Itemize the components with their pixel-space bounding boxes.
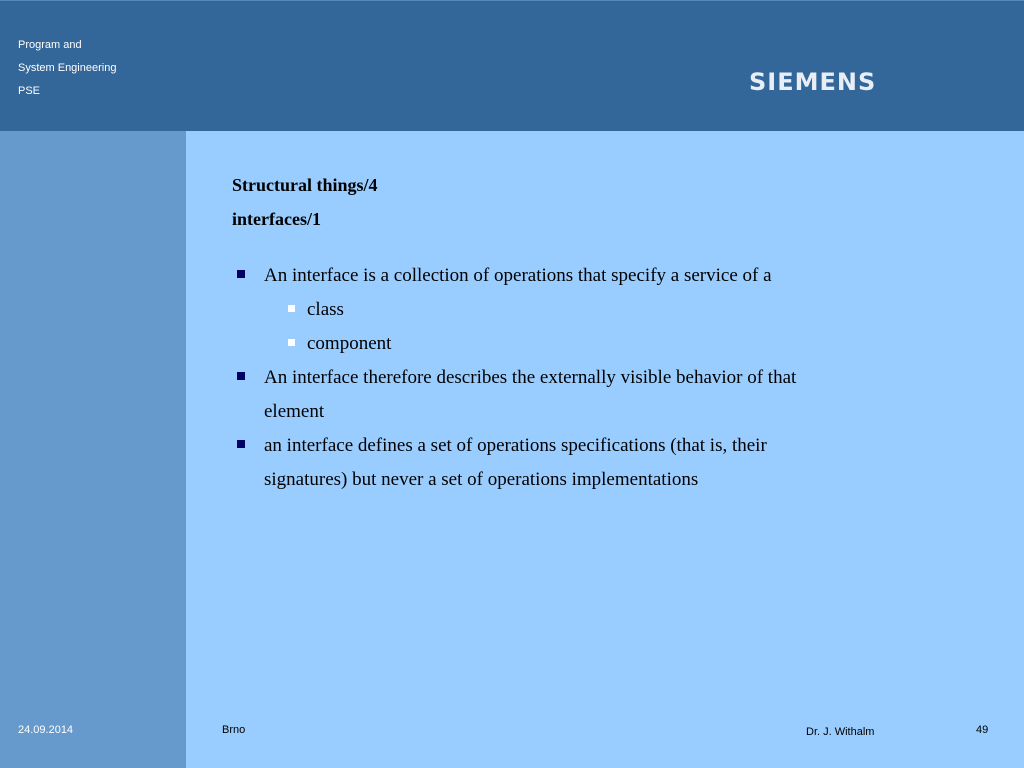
- title-line-1: Structural things/4: [232, 175, 378, 195]
- title-line-2: interfaces/1: [232, 209, 321, 229]
- square-bullet-icon: [288, 305, 295, 312]
- org-line-3: PSE: [18, 85, 41, 97]
- bullet-text-line: signatures) but never a set of operations implementations: [264, 469, 699, 490]
- footer-author: Dr. J. Withalm: [806, 726, 875, 738]
- square-bullet-icon: [237, 270, 245, 278]
- org-line-1: Program and: [18, 39, 82, 51]
- bullet-text-line: an interface defines a set of operations specifications (that is, their: [264, 435, 767, 456]
- bullet-text-line: An interface therefore describes the externally visible behavior of that: [264, 367, 797, 388]
- sub-bullet-item: [232, 327, 892, 361]
- square-bullet-icon: [237, 372, 245, 380]
- bullet-text: An interface is a collection of operations that specify a service of a: [264, 265, 772, 286]
- square-bullet-icon: [288, 339, 295, 346]
- header-bar: [0, 0, 1024, 131]
- siemens-logo: SIEMENS: [749, 68, 877, 96]
- organization-label: [18, 34, 116, 103]
- footer-location: Brno: [222, 724, 246, 736]
- bullet-text-line: element: [264, 401, 325, 422]
- sub-bullet-item: [232, 293, 892, 327]
- sub-bullet-text: class: [307, 299, 344, 320]
- slide-content: [232, 259, 892, 497]
- page-number: 49: [976, 724, 989, 736]
- bullet-item: [232, 429, 892, 497]
- left-sidebar: [0, 131, 186, 768]
- bullet-item: [232, 361, 892, 429]
- square-bullet-icon: [237, 440, 245, 448]
- footer-date: 24.09.2014: [18, 724, 74, 736]
- sub-bullet-text: component: [307, 333, 392, 354]
- org-line-2: System Engineering: [18, 62, 117, 74]
- bullet-item: [232, 259, 892, 293]
- slide-title: [232, 168, 378, 236]
